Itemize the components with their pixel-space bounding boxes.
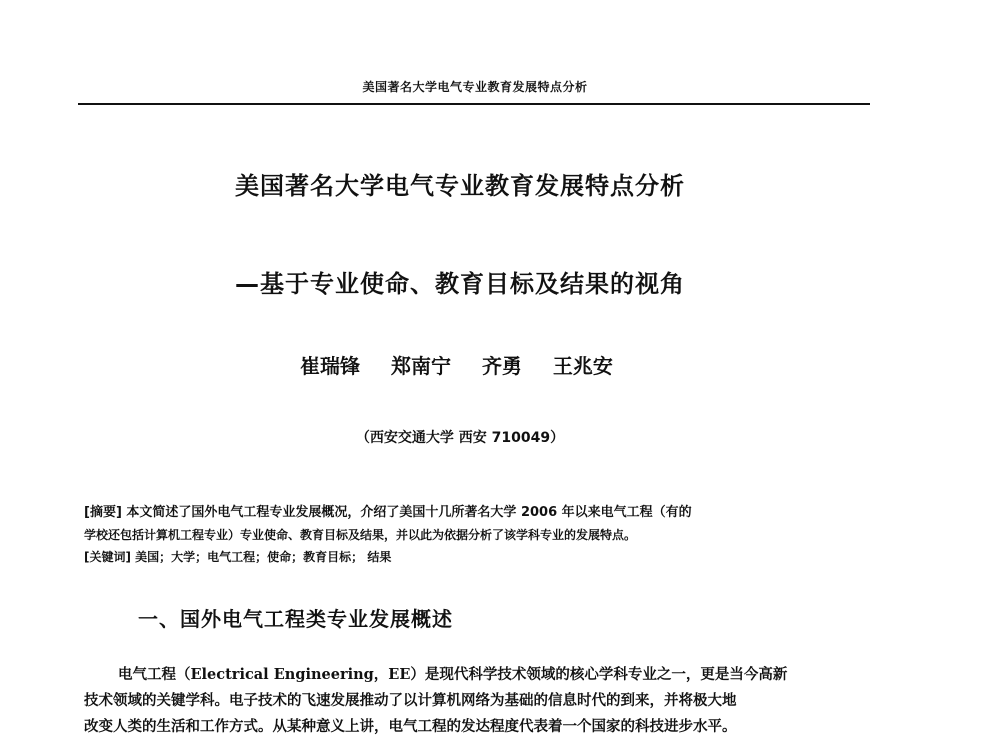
abstract-line-1 [84, 502, 874, 524]
body-line-3: 改变人类的生活和工作方式。从某种意义上讲，电气工程的发达程度代表着一个国家的科技进步水平。 [84, 718, 737, 735]
running-header: 美国著名大学电气专业教育发展特点分析 [362, 80, 588, 94]
author-name: 郑南宁 [390, 354, 451, 378]
abstract-text-1: 本文简述了国外电气工程专业发展概况，介绍了美国十几所著名大学 2006 年以来电气工程（有的 [121, 505, 692, 520]
keywords-label: [关键词] [84, 550, 131, 564]
header-rule [78, 103, 870, 105]
abstract-block [84, 502, 874, 568]
affiliation: （西安交通大学 西安 710049） [355, 430, 565, 446]
keywords-text: 美国；大学；电气工程；使命；教育目标； 结果 [130, 550, 392, 564]
body-line-2: 技术领域的关键学科。电子技术的飞速发展推动了以计算机网络为基础的信息时代的到来，并将极大地 [84, 692, 737, 709]
author-name: 崔瑞锋 [300, 354, 360, 378]
abstract-line-2: 学校还包括计算机工程专业）专业使命、教育目标及结果，并以此为依据分析了该学科专业的发展特点。 [84, 528, 637, 542]
paper-subtitle: —基于专业使命、教育目标及结果的视角 [235, 270, 685, 298]
author-name: 王兆安 [552, 354, 613, 378]
section-heading: 一、国外电气工程类专业发展概述 [138, 607, 453, 631]
abstract-label: [摘要] [84, 505, 122, 520]
body-paragraph [84, 662, 884, 740]
paper-title: 美国著名大学电气专业教育发展特点分析 [235, 172, 685, 200]
keywords-line [84, 546, 874, 568]
author-list [300, 350, 637, 379]
author-name: 齐勇 [481, 354, 522, 378]
body-line-1: 电气工程（Electrical Engineering，EE）是现代科学技术领域的核心学科专业之一，更是当今高新 [118, 666, 788, 683]
